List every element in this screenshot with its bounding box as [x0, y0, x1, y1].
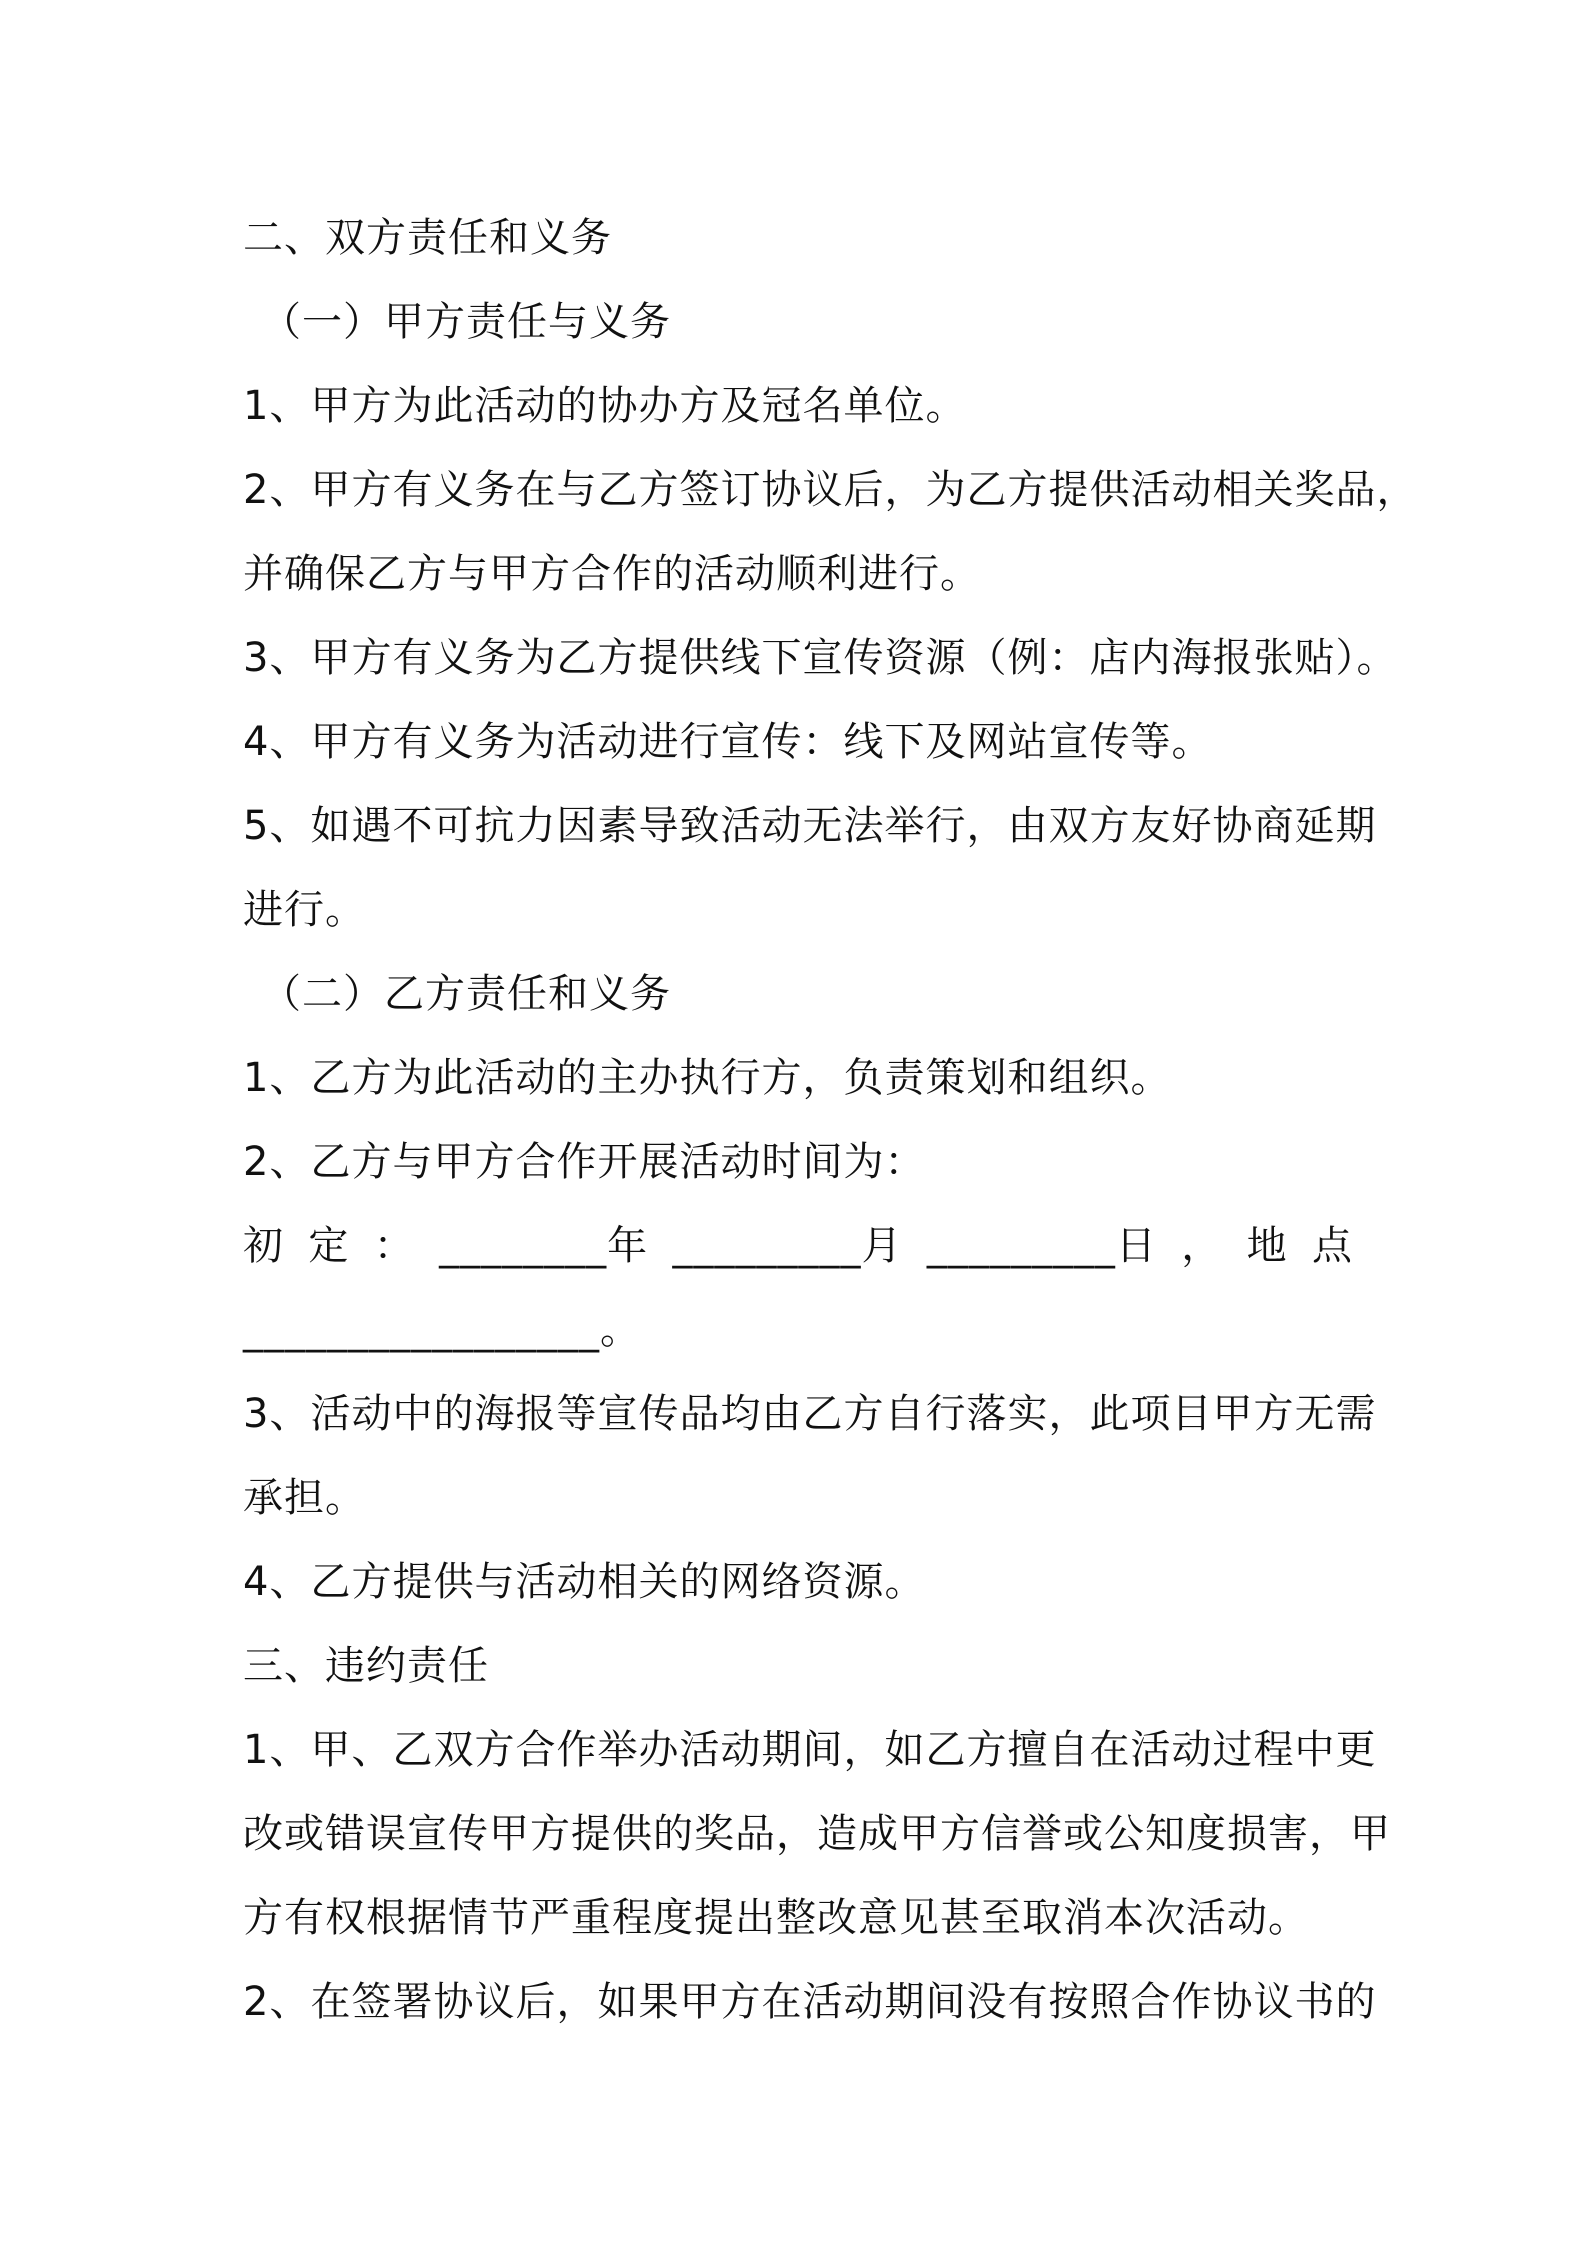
paragraph-line: 2、在签署协议后，如果甲方在活动期间没有按照合作协议书的	[243, 1979, 1377, 2025]
paragraph-line: 3、活动中的海报等宣传品均由乙方自行落实，此项目甲方无需	[243, 1391, 1377, 1437]
paragraph-line: 方有权根据情节严重程度提出整改意见甚至取消本次活动。	[243, 1895, 1309, 1941]
paragraph-line: 承担。	[243, 1475, 366, 1521]
fill-text: ，	[1181, 1223, 1223, 1269]
year-blank: ________年	[439, 1223, 649, 1269]
paragraph-line: 2、甲方有义务在与乙方签订协议后，为乙方提供活动相关奖品，	[243, 467, 1418, 513]
section-heading-breach: 三、违约责任	[243, 1643, 489, 1689]
paragraph-line: 1、乙方为此活动的主办执行方，负责策划和组织。	[243, 1055, 1172, 1101]
subsection-heading-party-a: （一）甲方责任与义务	[261, 299, 671, 345]
day-blank: _________日	[926, 1223, 1157, 1269]
paragraph-line: 5、如遇不可抗力因素导致活动无法举行，由双方友好协商延期	[243, 803, 1377, 849]
paragraph-line: 1、甲、乙双方合作举办活动期间，如乙方擅自在活动过程中更	[243, 1727, 1377, 1773]
paragraph-line: 2、乙方与甲方合作开展活动时间为：	[243, 1139, 926, 1185]
section-heading-responsibilities: 二、双方责任和义务	[243, 215, 612, 261]
paragraph-line: 3、甲方有义务为乙方提供线下宣传资源（例：店内海报张贴）。	[243, 635, 1398, 681]
paragraph-line: 4、乙方提供与活动相关的网络资源。	[243, 1559, 926, 1605]
fill-text: 初	[243, 1223, 284, 1269]
paragraph-line: 4、甲方有义务为活动进行宣传：线下及网站宣传等。	[243, 719, 1213, 765]
paragraph-line: 1、甲方为此活动的协办方及冠名单位。	[243, 383, 967, 429]
paragraph-line: 进行。	[243, 887, 366, 933]
fill-text: 点	[1312, 1223, 1353, 1269]
date-location-fill-line	[243, 1204, 1353, 1288]
subsection-heading-party-b: （二）乙方责任和义务	[261, 971, 671, 1017]
location-blank: _________________。	[243, 1307, 641, 1353]
paragraph-line: 改或错误宣传甲方提供的奖品，造成甲方信誉或公知度损害，甲	[243, 1811, 1391, 1857]
month-blank: _________月	[672, 1223, 903, 1269]
fill-text: 地	[1246, 1223, 1288, 1269]
fill-text: ：	[373, 1223, 415, 1269]
fill-text: 定	[308, 1223, 350, 1269]
paragraph-line: 并确保乙方与甲方合作的活动顺利进行。	[243, 551, 981, 597]
document-page	[243, 196, 1418, 2044]
